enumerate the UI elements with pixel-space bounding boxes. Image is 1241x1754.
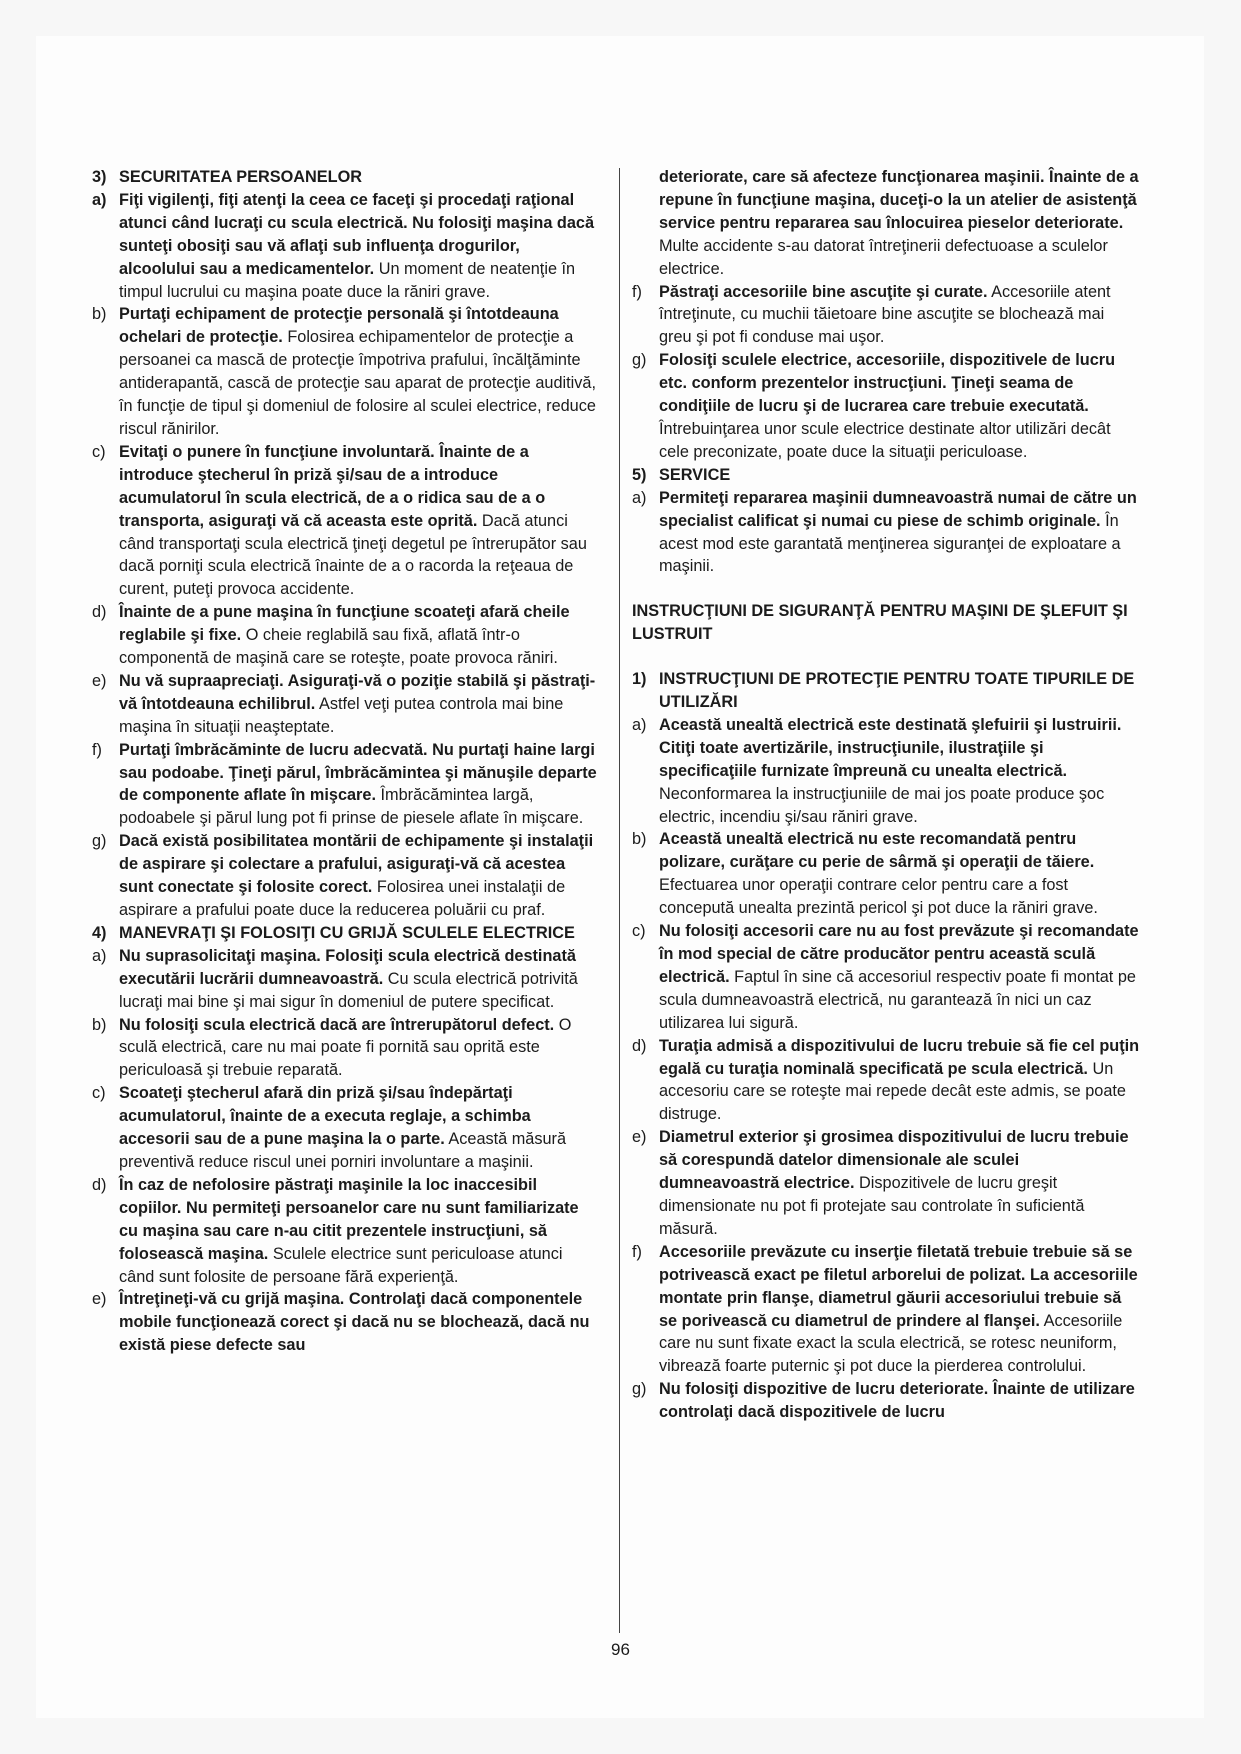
item-3a-bold: Fiţi vigilenţi, fiţi atenţi la ceea ce faceţi şi procedaţi raţional atunci când lucraţi cu scula electrică. Nu folosiţi maşina dacă sunteţi obosiţi sau vă aflaţi sub influenţa drogurilor, alcoolului sau a medicamentelor. [119, 190, 595, 278]
item-4d-text: Sculele electrice sunt periculoase atunci când sunt folosite de persoane fără experienţă. [119, 1244, 563, 1286]
item-3c-bold: Evitaţi o punere în funcţiune involuntară. Înainte de a introduce ştecherul în priză şi/sau de a introduce acumulatorul în scula electrică, de a o ridica sau de a o transporta, asiguraţi vă că aceasta este oprită. [119, 442, 546, 530]
item-3f-bold: Purtaţi îmbrăcăminte de lucru adecvată. Nu purtaţi haine largi sau podoabe. Ţineţi părul, îmbrăcămintea şi mănuşile departe de componente aflate în mişcare. [119, 740, 597, 805]
item-3f: f) Purtaţi îmbrăcăminte de lucru adecvată. Nu purtaţi haine largi sau podoabe. Ţineţi părul, îmbrăcămintea şi mănuşile departe de componente aflate în mişcare. Îmbrăcămintea largă, podoabele şi părul lung pot fi prinse de piesele aflate în mişcare. [92, 740, 597, 828]
item-4e: e) Întreţineţi-vă cu grijă maşina. Controlaţi dacă componentele mobile funcţionează corect şi dacă nu se blochează, dacă nu există piese defecte sau [92, 1290, 590, 1355]
item-p1a: a) Această unealtă electrică este destinată şlefuirii şi lustruirii. Citiţi toate avertizările, instrucţiunile, ilustraţiile şi specificaţiile furnizate împreună cu unealta electrică. Neconformarea la instrucţiuniile de mai jos poate produce şoc electric, incendiu şi/sau răniri grave. [632, 715, 1122, 826]
item-4g: g) Folosiţi sculele electrice, accesoriile, dispozitivele de lucru etc. conform prezentelor instrucţiuni. Ţineţi seama de condiţiile de lucru şi de lucrarea care trebuie executată. Întrebuinţarea unor scule electrice destinate altor utilizări decât cele preconizate, poate duce la situaţii periculoase. [632, 351, 1116, 461]
item-p1e: e) Diametrul exterior şi grosimea dispozitivului de lucru trebuie să corespundă datelor dimensionale ale sculei dumneavoastră electrice. Dispozitivele de lucru greşit dimensionate nu pot fi protejate sau controlate în suficientă măsură. [632, 1128, 1129, 1238]
item-4g-bold: Folosiţi sculele electrice, accesoriile, dispozitivele de lucru etc. conform prezentelor instrucţiuni. Ţineţi seama de condiţiile de lucru şi de lucrarea care trebuie executată. [659, 351, 1116, 416]
item-4e-cont-text: Multe accidente s-au datorat întreţinerii defectuoase a sculelor electrice. [659, 236, 1108, 278]
item-4g-text: Întrebuinţarea unor scule electrice destinate altor utilizări decât cele preconizate, poate duce la situaţii periculoase. [659, 419, 1111, 461]
item-4b-bold: Nu folosiţi scula electrică dacă are întrerupătorul defect. [119, 1015, 555, 1034]
item-4c-text: Această măsură preventivă reduce riscul unei porniri involuntare a maşinii. [119, 1130, 567, 1171]
item-5a-bold: Permiteţi repararea maşinii dumneavoastră numai de către un specialist calificat şi numai cu piese de schimb originale. [659, 488, 1137, 530]
item-p1c: c) Nu folosiţi accesorii care nu au fost prevăzute şi recomandate în mod special de către producător pentru această sculă electrică. Faptul în sine că accesoriul respectiv poate fi montat pe scula dumneavoastră electrică, nu garantează în nici un caz utilizarea lui sigură. [632, 922, 1139, 1032]
item-5a: a) Permiteţi repararea maşinii dumneavoastră numai de către un specialist calificat şi numai cu piese de schimb originale. În acest mod este garantată menţinerea siguranţei de exploatare a maşinii. [632, 488, 1137, 576]
item-4a-text: Cu scula electrică potrivită lucraţi mai bine şi mai sigur în domeniul de putere specificat. [119, 969, 578, 1011]
item-3b: b) Purtaţi echipament de protecţie personală şi întotdeauna ochelari de protecţie. Folosirea echipamentelor de protecţie a persoanei ca mască de protecţie împotriva prafului, încălţăminte antiderapantă, cască de protecţie sau aparat de protecţie auditivă, în funcţie de tipul şi domeniul de folosire al sculei electrice, reduce riscul rănirilor. [92, 305, 596, 438]
section-p1-heading: 1) INSTRUCŢIUNI DE PROTECŢIE PENTRU TOATE TIPURILE DE UTILIZĂRI [632, 670, 1135, 712]
item-3a-text: Un moment de neatenţie în timpul lucrului cu maşina poate duce la răniri grave. [119, 259, 576, 301]
item-3f-text: Îmbrăcămintea largă, podoabele şi părul lung pot fi prinse de piesele aflate în mişcare. [119, 786, 584, 828]
item-4e-continued [632, 166, 1140, 281]
item-3c-text: Dacă atunci când transportaţi scula electrică ţineţi degetul pe întrerupător sau dacă porniţi scula electrică înainte de a o racorda la reţeaua de curent, puteţi provoca accidente. [119, 511, 587, 599]
item-3b-bold: Purtaţi echipament de protecţie personală şi întotdeauna ochelari de protecţie. [119, 305, 559, 347]
section-5-heading: 5) SERVICE [632, 465, 731, 484]
section-4-heading: 4) MANEVRAŢI ŞI FOLOSIŢI CU GRIJĂ SCULELE ELECTRICE [92, 923, 575, 942]
item-4f-text: Accesoriile atent întreţinute, cu muchii tăietoare bine ascuţite se blochează mai greu şi pot fi conduse mai uşor. [659, 282, 1111, 347]
item-4b: b) Nu folosiţi scula electrică dacă are întrerupătorul defect. O sculă electrică, care nu mai poate fi pornită sau oprită este periculoasă şi trebuie reparată. [92, 1015, 572, 1080]
item-4c: c) Scoateţi ştecherul afară din priză şi/sau îndepărtaţi acumulatorul, înainte de a executa reglaje, a schimba accesorii sau de a pune maşina la o parte. Această măsură preventivă reduce riscul unei porniri involuntare a maşinii. [92, 1084, 567, 1171]
item-3d-bold: Înainte de a pune maşina în funcţiune scoateţi afară cheile reglabile şi fixe. [119, 603, 570, 645]
item-3e-text: Astfel veţi putea controla mai bine maşina în situaţii neaşteptate. [119, 694, 564, 736]
item-p1e-text: Dispozitivele de lucru greşit dimensionate nu pot fi protejate sau controlate în suficientă măsură. [659, 1174, 1085, 1238]
item-3g-text: Folosirea unei instalaţii de aspirare a prafului poate duce la reducerea poluării cu praf. [119, 878, 566, 919]
item-p1b-bold: Această unealtă electrică nu este recomandată pentru polizare, curăţare cu perie de sârmă şi operaţii de tăiere. [659, 830, 1095, 872]
section-5-title: SERVICE [659, 465, 731, 484]
item-4d: d) În caz de nefolosire păstraţi maşinile la loc inaccesibil copiilor. Nu permiteţi persoanelor care nu sunt familiarizate cu maşina sau care n-au citit prezentele instrucţiuni, să folosească maşina. Sculele electrice sunt periculoase atunci când sunt folosite de persoane fără experienţă. [92, 1175, 579, 1286]
item-4e-cont-bold: deteriorate, care să afecteze funcţionarea maşinii. Înainte de a repune în funcţiune maşina, duceţi-o la un atelier de asistenţă service pentru repararea sau înlocuirea pieselor deteriorate. [659, 168, 1139, 232]
item-p1g-bold: Nu folosiţi dispozitive de lucru deteriorate. Înainte de utilizare controlaţi dacă dispozitivele de lucru [659, 1380, 1135, 1422]
section-3-heading: 3) SECURITATEA PERSOANELOR [92, 168, 363, 186]
item-p1d: d) Turaţia admisă a dispozitivului de lucru trebuie să fie cel puţin egală cu turaţia nominală specificată pe scula electrică. Un accesoriu care se roteşte mai repede decât este admis, se poate distruge. [632, 1036, 1140, 1124]
item-p1f: f) Accesoriile prevăzute cu inserţie filetată trebuie trebuie să se potrivească exact pe filetul arborelui de polizat. La accesoriile montate prin flanşe, diametrul găurii accesoriului trebuie să se porivească cu diametrul de prindere al flanşei. Accesoriile care nu sunt fixate exact la scula electrică, se rotesc neuniform, vibrează foarte puternic şi pot duce la pierderea controlului. [632, 1242, 1138, 1376]
item-4c-bold: Scoateţi ştecherul afară din priză şi/sau îndepărtaţi acumulatorul, înainte de a executa reglaje, a schimba accesorii sau de a pune maşina la o parte. [119, 1084, 531, 1149]
item-p1f-text: Accesoriile care nu sunt fixate exact la scula electrică, se rotesc neuniform, vibrează foarte puternic şi pot duce la pierderea controlului. [659, 1311, 1123, 1376]
safety-heading: INSTRUCŢIUNI DE SIGURANŢĂ PENTRU MAŞINI DE ŞLEFUIT ŞI LUSTRUIT [632, 602, 1128, 644]
section-4-title: MANEVRAŢI ŞI FOLOSIŢI CU GRIJĂ SCULELE ELECTRICE [119, 923, 575, 942]
left-column [92, 166, 600, 1357]
item-p1a-bold: Această unealtă electrică este destinată şlefuirii şi lustruirii. Citiţi toate avertizările, instrucţiunile, ilustraţiile şi specificaţiile furnizate împreună cu unealta electrică. [659, 715, 1122, 780]
section-p1-title: INSTRUCŢIUNI DE PROTECŢIE PENTRU TOATE TIPURILE DE UTILIZĂRI [659, 670, 1135, 712]
item-p1c-text: Faptul în sine că accesoriul respectiv poate fi montat pe scula dumneavoastră electrică, nu garantează în nici un caz utilizarea lui sigură. [659, 967, 1136, 1032]
item-3c: c) Evitaţi o punere în funcţiune involuntară. Înainte de a introduce ştecherul în priză şi/sau de a introduce acumulatorul în scula electrică, de a o ridica sau de a o transporta, asiguraţi vă că aceasta este oprită. Dacă atunci când transportaţi scula electrică ţineţi degetul pe întrerupător sau dacă porniţi scula electrică înainte de a o racorda la reţeaua de curent, puteţi provoca accidente. [92, 442, 587, 599]
item-p1a-text: Neconformarea la instrucţiuniile de mai jos poate produce şoc electric, incendiu şi/sau răniri grave. [659, 784, 1105, 826]
item-p1d-bold: Turaţia admisă a dispozitivului de lucru trebuie să fie cel puţin egală cu turaţia nominală specificată pe scula electrică. [659, 1036, 1140, 1078]
section-3-title: SECURITATEA PERSOANELOR [119, 168, 363, 186]
item-3e-bold: Nu vă supraapreciaţi. Asiguraţi-vă o poziţie stabilă şi păstraţi-vă întotdeauna echilibrul. [119, 671, 596, 713]
item-4a: a) Nu suprasolicitaţi maşina. Folosiţi scula electrică destinată executării lucrării dumneavoastră. Cu scula electrică potrivită lucraţi mai bine şi mai sigur în domeniul de putere specificat. [92, 946, 578, 1011]
item-3d-text: O cheie reglabilă sau fixă, aflată într-o componentă de maşină care se roteşte, poate provoca răniri. [119, 626, 558, 668]
item-p1b: b) Această unealtă electrică nu este recomandată pentru polizare, curăţare cu perie de sârmă şi operaţii de tăiere. Efectuarea unor operaţii contrare celor pentru care a fost concepută unealta prezintă pericol şi pot duce la răniri grave. [632, 830, 1098, 918]
item-p1e-bold: Diametrul exterior şi grosimea dispozitivului de lucru trebuie să corespundă datelor dimensionale ale sculei dumneavoastră electrice. [659, 1128, 1129, 1193]
item-p1d-text: Un accesoriu care se roteşte mai repede decât este admis, se poate distruge. [659, 1059, 1126, 1124]
item-3a: a) Fiţi vigilenţi, fiţi atenţi la ceea ce faceţi şi procedaţi raţional atunci când lucraţi cu scula electrică. Nu folosiţi maşina dacă sunteţi obosiţi sau vă aflaţi sub influenţa drogurilor, alcoolului sau a medicamentelor. Un moment de neatenţie în timpul lucrului cu maşina poate duce la răniri grave. [92, 190, 595, 301]
item-4f: f) Păstraţi accesoriile bine ascuţite şi curate. Accesoriile atent întreţinute, cu muchii tăietoare bine ascuţite se blochează mai greu şi pot fi conduse mai uşor. [632, 282, 1111, 347]
item-3d: d) Înainte de a pune maşina în funcţiune scoateţi afară cheile reglabile şi fixe. O cheie reglabilă sau fixă, aflată într-o componentă de maşină care se roteşte, poate provoca răniri. [92, 603, 570, 668]
page-number: 96 [611, 1640, 630, 1659]
item-p1g: g) Nu folosiţi dispozitive de lucru deteriorate. Înainte de utilizare controlaţi dacă dispozitivele de lucru [632, 1380, 1135, 1422]
item-5a-text: În acest mod este garantată menţinerea siguranţei de exploatare a maşinii. [659, 511, 1121, 576]
item-3g-bold: Dacă există posibilitatea montării de echipamente şi instalaţii de aspirare şi colectare a prafului, asiguraţi-vă că acestea sunt conectate şi folosite corect. [119, 832, 594, 897]
column-divider [619, 168, 620, 1633]
right-column [632, 166, 1140, 1424]
item-3e: e) Nu vă supraapreciaţi. Asiguraţi-vă o poziţie stabilă şi păstraţi-vă întotdeauna echilibrul. Astfel veţi putea controla mai bine maşina în situaţii neaşteptate. [92, 671, 596, 736]
item-4e-bold: Întreţineţi-vă cu grijă maşina. Controlaţi dacă componentele mobile funcţionează corect şi dacă nu se blochează, dacă nu există piese defecte sau [119, 1290, 590, 1355]
item-4d-bold: În caz de nefolosire păstraţi maşinile la loc inaccesibil copiilor. Nu permiteţi persoanelor care nu sunt familiarizate cu maşina sau care n-au citit prezentele instrucţiuni, să folosească maşina. [119, 1175, 579, 1263]
item-4f-bold: Păstraţi accesoriile bine ascuţite şi curate. [659, 282, 988, 301]
item-3b-text: Folosirea echipamentelor de protecţie a persoanei ca mască de protecţie împotriva prafului, încălţăminte antiderapantă, cască de protecţie sau aparat de protecţie auditivă, în funcţie de tipul şi domeniul de folosire al sculei electrice, reduce riscul rănirilor. [119, 328, 596, 438]
item-p1f-bold: Accesoriile prevăzute cu inserţie filetată trebuie trebuie să se potrivească exact pe filetul arborelui de polizat. La accesoriile montate prin flanşe, diametrul găurii accesoriului trebuie să se porivească cu diametrul de prindere al flanşei. [659, 1242, 1138, 1330]
item-4b-text: O sculă electrică, care nu mai poate fi pornită sau oprită este periculoasă şi trebuie reparată. [119, 1015, 572, 1080]
item-p1b-text: Efectuarea unor operaţii contrare celor pentru care a fost concepută unealta prezintă pericol şi pot duce la răniri grave. [659, 876, 1098, 918]
item-3g: g) Dacă există posibilitatea montării de echipamente şi instalaţii de aspirare şi colectare a prafului, asiguraţi-vă că acestea sunt conectate şi folosite corect. Folosirea unei instalaţii de aspirare a prafului poate duce la reducerea poluării cu praf. [92, 832, 594, 919]
item-p1c-bold: Nu folosiţi accesorii care nu au fost prevăzute şi recomandate în mod special de către producător pentru această sculă electrică. [659, 922, 1139, 986]
item-4a-bold: Nu suprasolicitaţi maşina. Folosiţi scula electrică destinată executării lucrării dumneavoastră. [119, 946, 576, 988]
